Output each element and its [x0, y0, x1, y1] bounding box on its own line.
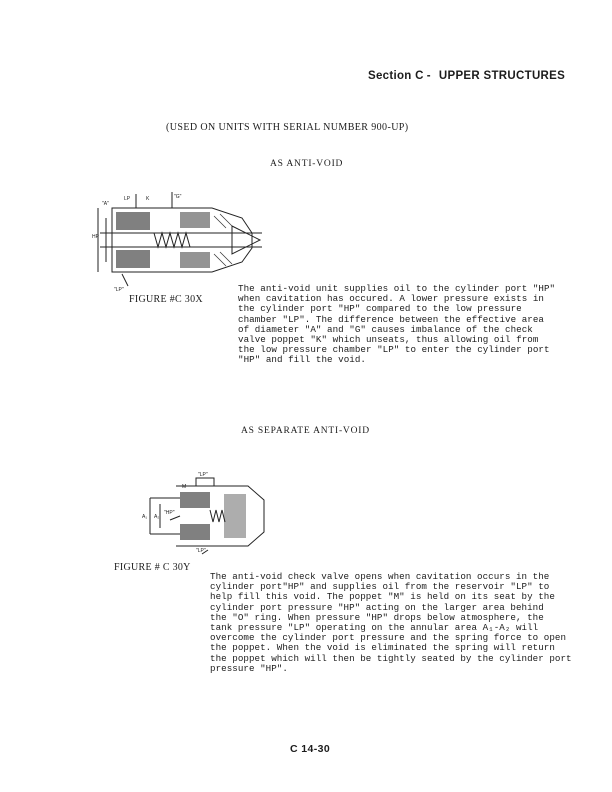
figure-b-label: FIGURE # C 30Y	[114, 562, 191, 573]
text-line: the poppet which will then be tightly seated by the cylinder port	[210, 652, 572, 664]
port-label-hp: HP	[92, 234, 99, 240]
text-line: of diameter "A" and "G" causes imbalance of the check	[238, 323, 533, 335]
serial-note: (USED ON UNITS WITH SERIAL NUMBER 900-UP)	[166, 122, 409, 133]
page-number: C 14-30	[290, 743, 331, 755]
text-line: The anti-void unit supplies oil to the cylinder port "HP"	[238, 283, 556, 294]
figure-a-description	[238, 284, 555, 366]
area-label-a1: A₁	[142, 514, 148, 520]
area-label-a2: A₂	[154, 514, 160, 520]
text-line: "HP" and fill the void.	[238, 354, 366, 366]
poppet-label-k: K	[146, 196, 150, 202]
port-label-lp-bottom: "LP"	[196, 548, 206, 554]
dim-label-g: "G"	[174, 194, 182, 200]
text-line: the poppet. When the void is eliminated the spring will return	[210, 642, 555, 654]
text-line: the low pressure chamber "LP" to enter the cylinder port	[238, 344, 550, 356]
poppet-label-m: M	[182, 484, 187, 490]
text-line: pressure "HP".	[210, 662, 288, 674]
section-separator: -	[426, 70, 431, 82]
port-label-hp: "HP"	[164, 510, 175, 516]
port-label-lp-top: "LP"	[198, 472, 208, 478]
figure-a-heading: AS ANTI-VOID	[270, 159, 344, 169]
text-line: help fill this void. The poppet "M" is held on its seat by the	[210, 591, 555, 603]
text-line: the cylinder port "HP" compared to the low pressure	[238, 303, 522, 315]
port-label-lp-top: LP	[124, 196, 131, 202]
text-line: The anti-void check valve opens when cavitation occurs in the	[210, 571, 550, 582]
section-header	[368, 70, 565, 82]
section-label: Section C	[368, 70, 424, 82]
section-title: UPPER STRUCTURES	[438, 70, 566, 82]
port-label-lp-bottom: "LP"	[114, 287, 124, 293]
text-line: overcome the cylinder port pressure and the spring force to open	[210, 632, 567, 644]
dim-label-a: "A"	[102, 201, 109, 207]
text-line: cylinder port pressure "HP" acting on the larger area behind	[210, 601, 544, 613]
figure-b-description	[210, 572, 572, 674]
text-line: the "O" ring. When pressure "HP" drops below atmosphere, the	[210, 611, 544, 623]
text-line: chamber "LP". The difference between the effective area	[238, 313, 544, 325]
text-line: tank pressure "LP" operating on the annular area A₁-A₂ will	[210, 622, 539, 634]
figure-a-label: FIGURE #C 30X	[129, 294, 203, 305]
figure-b-heading: AS SEPARATE ANTI-VOID	[241, 426, 370, 436]
text-line: valve poppet "K" which unseats, thus allowing oil from	[238, 334, 539, 346]
figure-b-diagram	[140, 470, 270, 556]
text-line: cylinder port"HP" and supplies oil from the reservoir "LP" to	[210, 581, 550, 593]
text-line: when cavitation has occured. A lower pressure exists in	[238, 293, 544, 305]
figure-a-diagram	[92, 188, 274, 294]
